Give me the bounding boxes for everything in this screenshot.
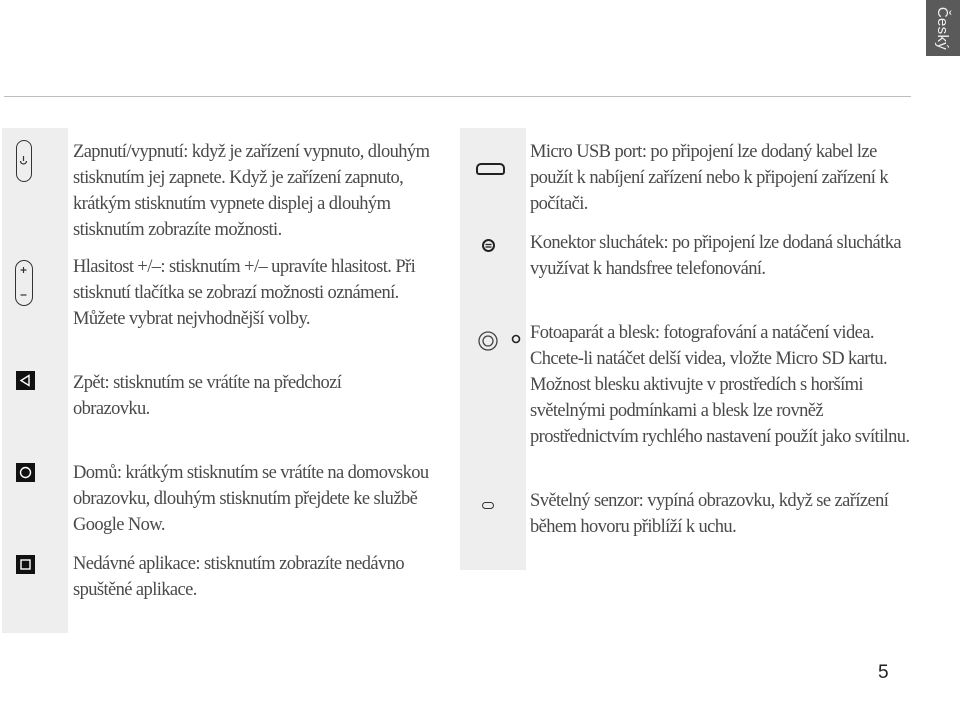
right-icon-column <box>460 128 526 570</box>
recent-apps-icon <box>16 555 35 574</box>
camera-flash-icon <box>478 330 526 352</box>
headset-jack-description: Konektor sluchátek: po připojení lze dodaná sluchátka využívat k handsfree telefonování. <box>530 233 901 279</box>
left-icon-column <box>2 128 68 633</box>
recent-apps-description: Nedávné aplikace: stisknutím zobrazíte nedávno spuštěné aplikace. <box>73 554 404 600</box>
back-description: Zpět: stisknutím se vrátíte na předchozí obrazovku. <box>73 373 342 419</box>
power-button-icon <box>16 140 32 182</box>
page-number: 5 <box>878 662 889 683</box>
back-icon <box>16 371 35 390</box>
header-divider <box>4 96 911 97</box>
volume-button-icon <box>15 260 33 306</box>
micro-usb-icon <box>476 163 505 175</box>
power-description: Zapnutí/vypnutí: když je zařízení vypnuto, dlouhým stisknutím jej zapnete. Když je zařízení zapnuto, krátkým stisknutím vypnete displej a dlouhým stisknutím zobrazíte možnosti. <box>73 142 430 240</box>
light-sensor-description: Světelný senzor: vypíná obrazovku, když se zařízení během hovoru přiblíží k uchu. <box>530 491 889 537</box>
headset-jack-icon <box>482 239 495 252</box>
camera-flash-description: Fotoaparát a blesk: fotografování a natáčení videa. Chcete-li natáčet delší videa, vložte Micro SD kartu. Možnost blesku aktivujte v prostředích s horšími světelnými podmínkami a blesk lze rovněž prostřednictvím rychlého nastavení použít jako svítilnu. <box>530 323 910 447</box>
light-sensor-icon <box>482 502 494 509</box>
language-tab-label: Český <box>934 6 952 50</box>
volume-description: Hlasitost +/–: stisknutím +/– upravíte hlasitost. Při stisknutí tlačítka se zobrazí možnosti oznámení. Můžete vybrat nejvhodnější volby. <box>73 257 416 329</box>
home-icon <box>16 463 35 482</box>
home-description: Domů: krátkým stisknutím se vrátíte na domovskou obrazovku, dlouhým stisknutím přejdete ke službě Google Now. <box>73 463 429 535</box>
micro-usb-description: Micro USB port: po připojení lze dodaný kabel lze použít k nabíjení zařízení nebo k připojení zařízení k počítači. <box>530 142 889 214</box>
language-tab <box>926 0 960 56</box>
